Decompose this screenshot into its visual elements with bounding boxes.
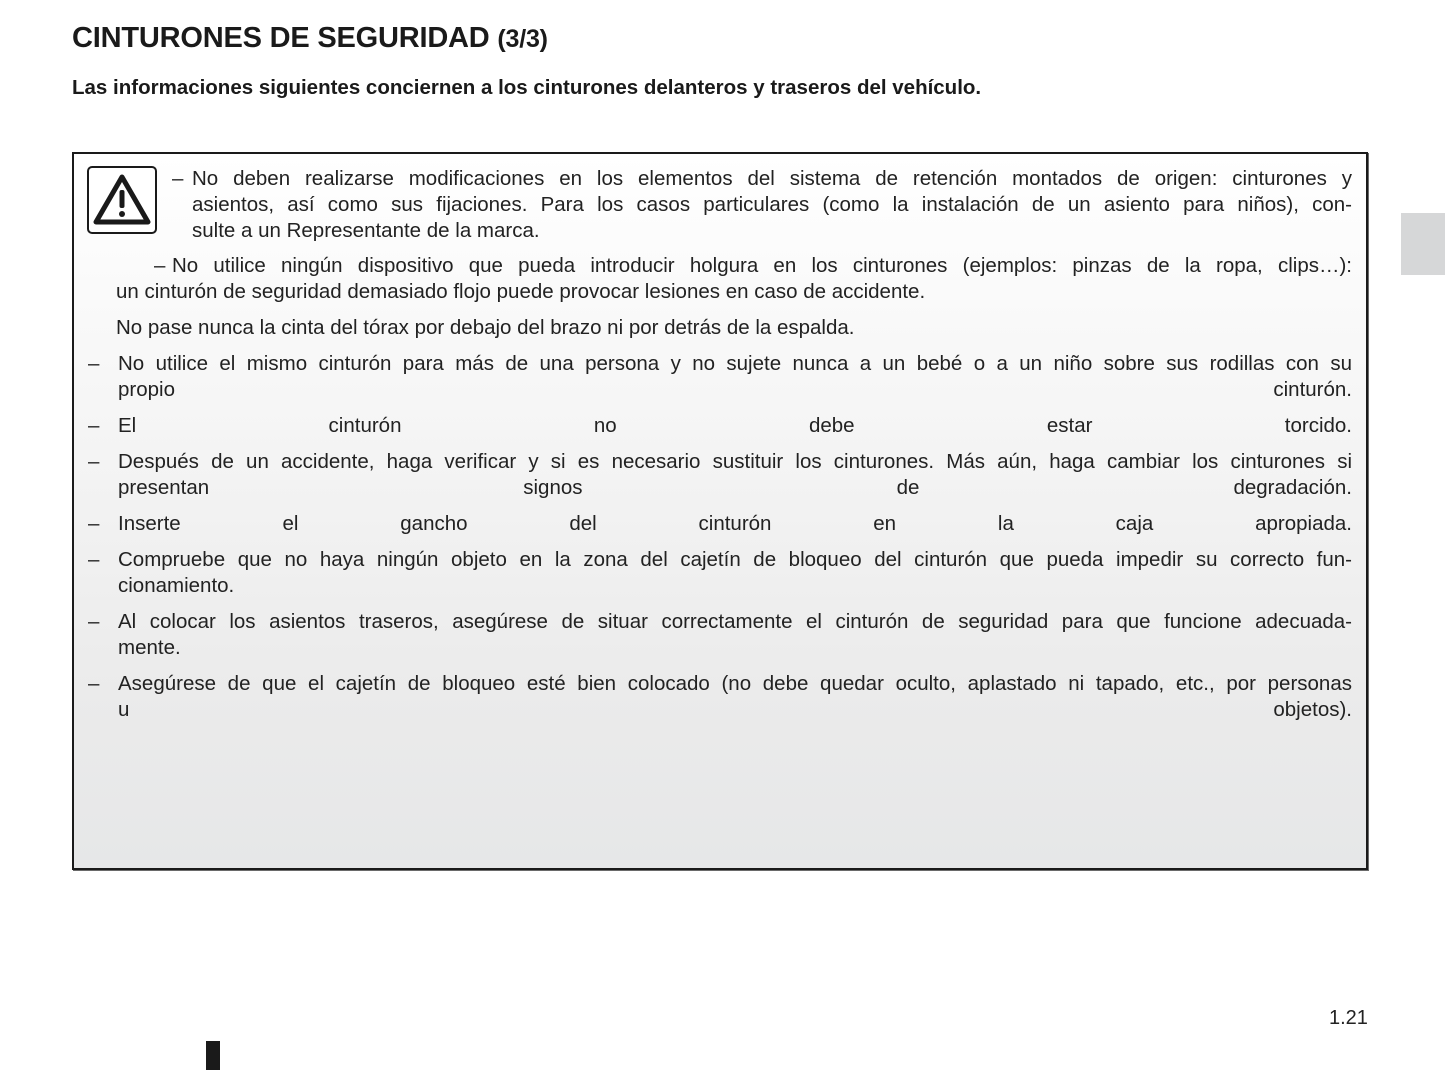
item-dash: – bbox=[88, 414, 100, 437]
item-line: Asegúrese de que el cajetín de bloqueo esté bien colocado (no debe quedar oculto, aplastado ni tapado, etc., por personas bbox=[118, 672, 1352, 695]
item-line: propio cinturón. bbox=[118, 378, 1352, 401]
list-item bbox=[88, 413, 1352, 439]
item-line: mente. bbox=[118, 636, 181, 659]
item-line: Compruebe que no haya ningún objeto en la zona del cajetín de bloqueo del cinturón que pueda impedir su correcto fun- bbox=[118, 548, 1352, 571]
page-title-part: (3/3) bbox=[497, 25, 548, 53]
item-dash: – bbox=[172, 167, 184, 190]
item-line: asientos, así como sus fijaciones. Para los casos particulares (como la instalación de un asiento para niños), con- bbox=[192, 193, 1352, 216]
item-dash: – bbox=[88, 610, 100, 633]
list-item bbox=[88, 449, 1352, 501]
page-title bbox=[72, 22, 548, 55]
warning-triangle-icon bbox=[87, 166, 157, 234]
item-dash: – bbox=[88, 450, 100, 473]
item-line: No deben realizarse modificaciones en los elementos del sistema de retención montados de origen: cinturones y bbox=[192, 167, 1352, 190]
page-title-text: CINTURONES DE SEGURIDAD bbox=[72, 22, 490, 54]
item-line: Al colocar los asientos traseros, asegúrese de situar correctamente el cinturón de seguridad para que funcione adecuada- bbox=[118, 610, 1352, 633]
list-item bbox=[88, 511, 1352, 537]
item-line: Después de un accidente, haga verificar y si es necesario sustituir los cinturones. Más aún, haga cambiar los cinturones si bbox=[118, 450, 1352, 473]
list-item bbox=[88, 609, 1352, 661]
warning-item-slack bbox=[116, 253, 1352, 305]
item-line: No utilice el mismo cinturón para más de una persona y no sujete nunca a un bebé o a un niño sobre sus rodillas con su bbox=[118, 352, 1352, 375]
item-line: un cinturón de seguridad demasiado flojo puede provocar lesiones en caso de accidente. bbox=[116, 280, 926, 303]
print-crop-mark bbox=[206, 1041, 220, 1070]
chapter-side-tab bbox=[1401, 213, 1445, 275]
item-dash: – bbox=[88, 548, 100, 571]
list-item bbox=[88, 547, 1352, 599]
list-item bbox=[88, 671, 1352, 723]
item-line: sulte a un Representante de la marca. bbox=[192, 219, 540, 242]
list-item bbox=[88, 351, 1352, 403]
warning-item-modifications bbox=[172, 166, 1352, 244]
warning-box bbox=[72, 152, 1368, 870]
page-subtitle: Las informaciones siguientes conciernen a los cinturones delanteros y traseros del vehículo. bbox=[72, 76, 982, 99]
item-line: Inserte el gancho del cinturón en la caja apropiada. bbox=[118, 512, 1352, 535]
item-line: El cinturón no debe estar torcido. bbox=[118, 414, 1352, 437]
item-line: presentan signos de degradación. bbox=[118, 476, 1352, 499]
page-number: 1.21 bbox=[1329, 1007, 1368, 1029]
note-text: No pase nunca la cinta del tórax por debajo del brazo ni por detrás de la espalda. bbox=[116, 316, 855, 339]
item-line: cionamiento. bbox=[118, 574, 235, 597]
item-dash: – bbox=[88, 352, 100, 375]
item-line: No utilice ningún dispositivo que pueda introducir holgura en los cinturones (ejemplos: pinzas de la ropa, clips…): bbox=[172, 254, 1352, 277]
item-dash: – bbox=[154, 254, 166, 277]
item-dash: – bbox=[88, 672, 100, 695]
item-dash: – bbox=[88, 512, 100, 535]
item-line: u objetos). bbox=[118, 698, 1352, 721]
warning-note bbox=[116, 315, 1352, 341]
